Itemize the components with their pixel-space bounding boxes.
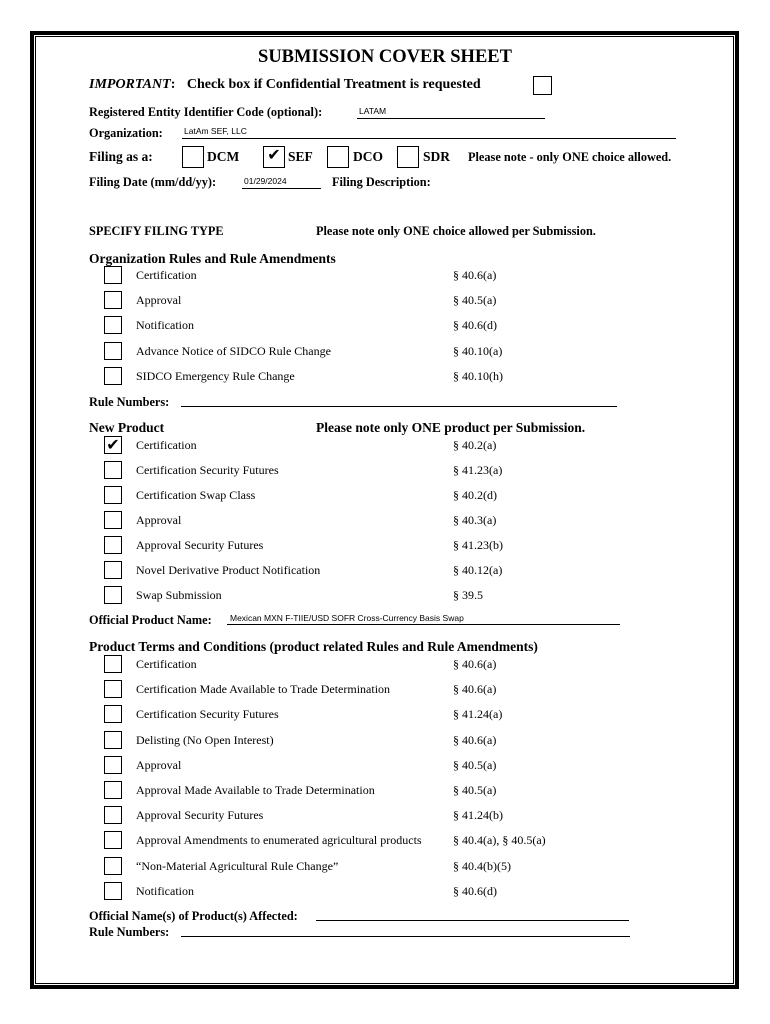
item-section: § 39.5 (453, 588, 483, 602)
official-product-name-field[interactable] (227, 613, 620, 625)
checkbox[interactable] (104, 831, 122, 849)
filing-as-note: Please note - only ONE choice allowed. (468, 150, 672, 164)
organization-label: Organization: (89, 126, 163, 140)
item-label: Certification (136, 657, 197, 671)
item-label: Approval (136, 293, 182, 308)
organization-field[interactable] (182, 126, 676, 139)
affected-products-field[interactable] (316, 910, 629, 921)
item-label: Approval Amendments to enumerated agricultural products (136, 833, 422, 848)
org-rules-heading: Organization Rules and Rule Amendments (89, 251, 336, 266)
organization-value: LatAm SEF, LLC (184, 126, 247, 136)
checkbox[interactable] (104, 342, 122, 360)
item-section: § 40.5(a) (453, 293, 497, 308)
checkbox[interactable] (104, 806, 122, 824)
checkbox[interactable] (104, 680, 122, 698)
checkbox[interactable] (104, 291, 122, 309)
item-section: § 40.6(d) (453, 318, 497, 333)
confidential-checkbox[interactable] (533, 76, 552, 95)
org-rules-rule-numbers-field[interactable] (181, 396, 617, 407)
filing-as-dcm-label: DCM (207, 149, 240, 164)
checkbox[interactable] (104, 731, 122, 749)
item-label: Certification Security Futures (136, 463, 279, 477)
item-section: § 40.6(a) (453, 268, 497, 282)
item-label: Approval Security Futures (136, 808, 264, 823)
checkbox[interactable] (104, 655, 122, 673)
item-section: § 40.4(b)(5) (453, 858, 511, 873)
filing-date-label: Filing Date (mm/dd/yy): (89, 175, 217, 189)
item-section: § 40.6(a) (453, 732, 497, 747)
item-label: Advance Notice of SIDCO Rule Change (136, 343, 331, 358)
filing-as-sef-label: SEF (288, 149, 313, 164)
checkbox[interactable] (104, 781, 122, 799)
item-label: Certification (136, 268, 197, 282)
product-terms-rule-numbers-field[interactable] (181, 926, 630, 937)
form-title: SUBMISSION COVER SHEET (258, 47, 512, 67)
specify-filing-type-note: Please note only ONE choice allowed per Submission. (316, 224, 596, 238)
filing-as-sdr-label: SDR (423, 149, 451, 164)
important-line (89, 77, 481, 93)
checkbox[interactable] (104, 705, 122, 723)
filing-description-label: Filing Description: (332, 175, 431, 189)
item-label: Certification Made Available to Trade Determination (136, 682, 391, 697)
item-label: Notification (136, 318, 194, 333)
item-label: Approval (136, 513, 182, 527)
checkbox[interactable] (104, 561, 122, 579)
item-label: Certification Security Futures (136, 707, 279, 722)
item-label: Swap Submission (136, 588, 222, 602)
specify-filing-type-label: SPECIFY FILING TYPE (89, 224, 224, 238)
item-label: Approval Security Futures (136, 538, 264, 552)
checkbox[interactable] (104, 436, 122, 454)
entity-code-label: Registered Entity Identifier Code (optional): (89, 105, 323, 119)
checkbox[interactable] (104, 316, 122, 334)
item-section: § 40.12(a) (453, 563, 503, 577)
new-product-note: Please note only ONE product per Submission. (316, 420, 586, 435)
item-section: § 41.23(b) (453, 538, 503, 552)
filing-as-dcm-checkbox[interactable] (182, 146, 204, 168)
entity-code-field[interactable] (357, 106, 545, 119)
item-label: Certification (136, 438, 197, 452)
item-label: Notification (136, 883, 194, 898)
item-section: § 40.6(d) (453, 883, 497, 898)
checkbox[interactable] (104, 511, 122, 529)
filing-as-sdr-checkbox[interactable] (397, 146, 419, 168)
item-section: § 40.10(a) (453, 343, 503, 358)
new-product-heading: New Product (89, 420, 165, 435)
checkbox[interactable] (104, 367, 122, 385)
item-section: § 40.2(a) (453, 438, 497, 452)
checkbox[interactable] (104, 536, 122, 554)
entity-code-value: LATAM (359, 106, 387, 116)
important-label: IMPORTANT (89, 77, 171, 92)
item-label: Approval Made Available to Trade Determination (136, 783, 375, 797)
item-section: § 40.5(a) (453, 757, 497, 772)
item-section: § 41.24(b) (453, 808, 503, 823)
item-section: § 40.5(a) (453, 783, 497, 797)
filing-as-label: Filing as a: (89, 149, 153, 164)
filing-date-field[interactable] (242, 176, 321, 189)
product-terms-rule-numbers-label: Rule Numbers: (89, 925, 170, 939)
checkbox[interactable] (104, 882, 122, 900)
item-section: § 40.6(a) (453, 682, 497, 697)
checkbox[interactable] (104, 586, 122, 604)
important-colon: : (170, 77, 176, 92)
item-section: § 40.2(d) (453, 488, 497, 502)
item-label: Delisting (No Open Interest) (136, 732, 274, 747)
filing-as-sef-checkbox[interactable] (263, 146, 285, 168)
filing-as-dco-label: DCO (353, 149, 383, 164)
item-section: § 40.3(a) (453, 513, 497, 527)
official-product-name-value: Mexican MXN F-TIIE/USD SOFR Cross-Currency Basis Swap (230, 613, 464, 623)
filing-as-dco-checkbox[interactable] (327, 146, 349, 168)
affected-products-label: Official Name(s) of Product(s) Affected: (89, 909, 298, 923)
item-section: § 40.10(h) (453, 368, 503, 383)
checkbox[interactable] (104, 461, 122, 479)
item-label: Approval (136, 757, 182, 772)
checkbox[interactable] (104, 857, 122, 875)
item-section: § 41.24(a) (453, 707, 503, 722)
important-text: Check box if Confidential Treatment is requested (186, 77, 481, 92)
filing-date-value: 01/29/2024 (244, 176, 287, 186)
item-label: Novel Derivative Product Notification (136, 563, 321, 577)
item-section: § 40.4(a), § 40.5(a) (453, 833, 546, 848)
item-label: Certification Swap Class (136, 488, 256, 502)
checkbox[interactable] (104, 756, 122, 774)
checkbox[interactable] (104, 486, 122, 504)
official-product-name-label: Official Product Name: (89, 613, 212, 627)
item-label: SIDCO Emergency Rule Change (136, 368, 295, 383)
item-section: § 40.6(a) (453, 657, 497, 671)
org-rules-rule-numbers-label: Rule Numbers: (89, 395, 170, 409)
item-section: § 41.23(a) (453, 463, 503, 477)
product-terms-heading: Product Terms and Conditions (product related Rules and Rule Amendments) (89, 639, 538, 654)
checkbox[interactable] (104, 266, 122, 284)
item-label: “Non-Material Agricultural Rule Change” (136, 858, 339, 873)
